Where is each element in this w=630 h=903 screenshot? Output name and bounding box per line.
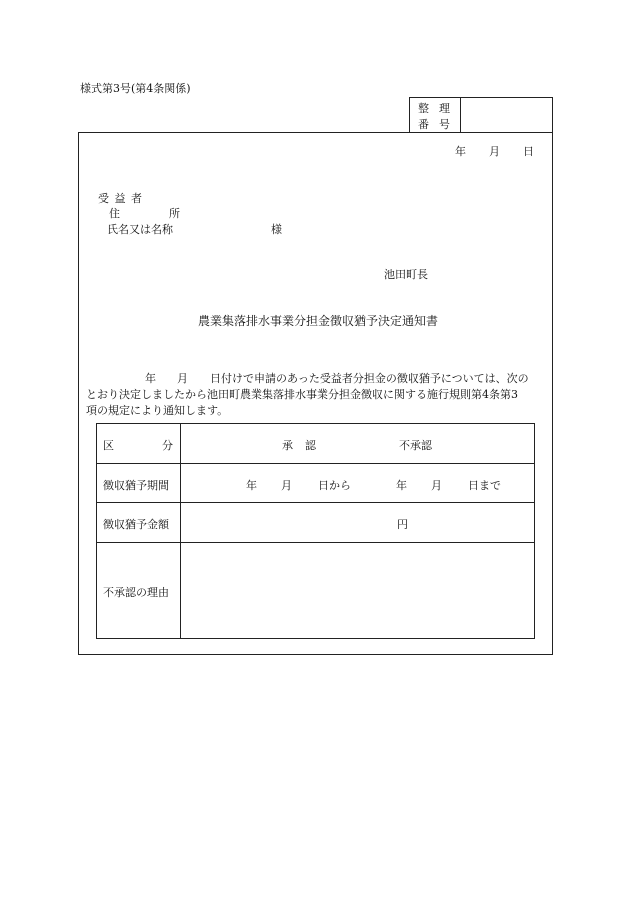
- table-row-divider: [96, 463, 535, 464]
- body-text-line1: 日付けで申請のあった受益者分担金の徴収猶予については、次の: [210, 372, 529, 385]
- row-reason-label: 不承認の理由: [103, 586, 169, 599]
- amount-unit: 円: [397, 518, 408, 531]
- row-period-label: 徴収猶予期間: [103, 479, 169, 492]
- approve-option[interactable]: 承 認: [282, 439, 316, 452]
- period-to-month: 月: [431, 479, 442, 492]
- name-label: 氏名又は名称: [107, 223, 173, 236]
- reference-label-line2: 番 号: [418, 118, 450, 131]
- table-row-divider: [96, 502, 535, 503]
- table-column-divider: [180, 423, 181, 639]
- reference-label-line1: 整 理: [418, 102, 450, 115]
- document-title: 農業集落排水事業分担金徴収猶予決定通知書: [198, 314, 439, 328]
- reference-box-divider: [460, 97, 461, 133]
- form-number: 様式第3号(第4条関係): [80, 82, 191, 95]
- date-year-label: 年: [455, 145, 466, 158]
- issuer-name: 池田町長: [384, 268, 428, 281]
- date-day-label: 日: [523, 145, 534, 158]
- period-from-day: 日から: [318, 479, 351, 492]
- period-from-year: 年: [246, 479, 257, 492]
- date-month-label: 月: [489, 145, 500, 158]
- reference-number-field[interactable]: [463, 100, 549, 130]
- recipient-heading: 受 益 者: [98, 192, 142, 205]
- reject-option[interactable]: 不承認: [399, 439, 432, 452]
- address-label: 住 所: [109, 207, 180, 220]
- body-text-line2: とおり決定しましたから池田町農業集落排水事業分担金徴収に関する施行規則第4条第3: [86, 388, 518, 401]
- body-date-month: 月: [177, 372, 188, 385]
- row-amount-label: 徴収猶予金額: [103, 518, 169, 531]
- period-from-month: 月: [281, 479, 292, 492]
- row-category-label: 区 分: [103, 439, 173, 452]
- body-text-line3: 項の規定により通知します。: [86, 404, 229, 417]
- table-row-divider: [96, 542, 535, 543]
- period-to-day: 日まで: [468, 479, 501, 492]
- body-date-year: 年: [145, 372, 156, 385]
- rejection-reason-field[interactable]: [186, 548, 530, 634]
- honorific-label: 様: [271, 223, 282, 236]
- period-to-year: 年: [396, 479, 407, 492]
